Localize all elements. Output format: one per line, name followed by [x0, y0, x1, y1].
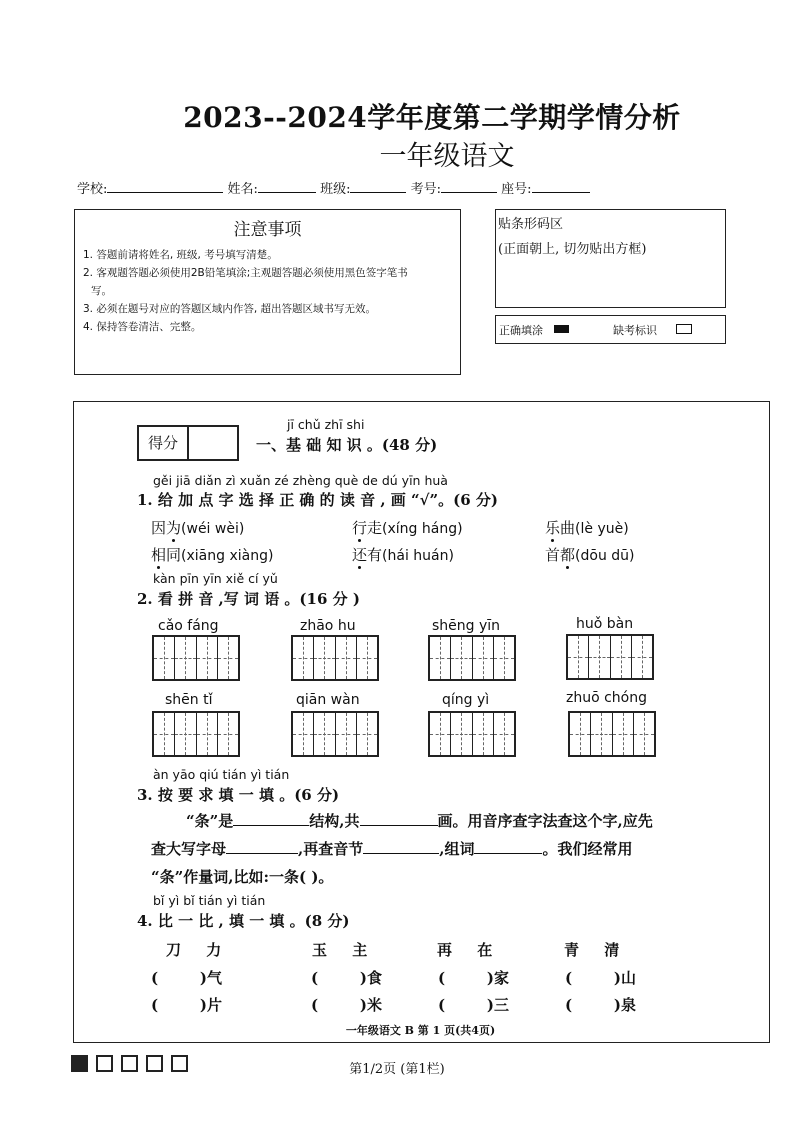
- writing-grid[interactable]: [152, 635, 240, 681]
- section1-pinyin: jī chǔ zhī shi: [287, 417, 365, 432]
- score-input[interactable]: [189, 427, 237, 459]
- writing-grid[interactable]: [152, 711, 240, 757]
- word-pinyin: qiān wàn: [296, 692, 360, 708]
- answer-blank[interactable]: [226, 839, 298, 854]
- q4-pinyin: bǐ yì bǐ tián yì tián: [153, 893, 266, 908]
- writing-grid[interactable]: [428, 635, 516, 681]
- q1-item: 首都(dōu dū): [545, 546, 635, 564]
- q1-options[interactable]: (xíng háng): [382, 521, 463, 537]
- word-pinyin: shēn tǐ: [165, 692, 213, 708]
- writing-grid[interactable]: [291, 711, 379, 757]
- class-label: 班级:: [320, 182, 351, 197]
- q1-item: 乐曲(lè yuè): [545, 519, 629, 537]
- q1-options[interactable]: (xiāng xiàng): [181, 548, 274, 564]
- q4-pair: 玉 主: [312, 941, 368, 959]
- writing-grid[interactable]: [291, 635, 379, 681]
- inner-page-footer: 一年级语文 B 第 1 页(共4页): [345, 1024, 496, 1037]
- q4-pair: 刀 力: [166, 941, 222, 959]
- exam-subtitle: 一年级语文: [379, 141, 515, 172]
- score-label: 得分: [139, 427, 189, 459]
- seat-no-label: 座号:: [501, 182, 532, 197]
- q4-title: 4. 比 一 比 , 填 一 填 。(8 分): [137, 912, 350, 930]
- word-pinyin: zhuō chóng: [566, 690, 648, 706]
- q3-line-2: 查大写字母 ,再查音节 ,组词 。我们经常用: [151, 840, 633, 858]
- q1-options[interactable]: (wéi wèi): [181, 521, 245, 537]
- name-label: 姓名:: [227, 182, 258, 197]
- word-pinyin: shēng yīn: [432, 618, 501, 634]
- page-marker: [96, 1055, 113, 1072]
- notice-item: 4. 保持答卷清洁、完整。: [83, 321, 202, 333]
- q3-line-1: “条”是 结构,共 画。用音序查字法查这个字,应先: [186, 812, 653, 830]
- writing-grid[interactable]: [566, 634, 654, 680]
- fill-mark-legend: [495, 315, 726, 344]
- page-marker: [121, 1055, 138, 1072]
- notice-box: [74, 209, 461, 375]
- score-box: [137, 425, 239, 461]
- notice-item: 3. 必须在题号对应的答题区域内作答, 超出答题区域书写无效。: [83, 303, 377, 315]
- q4-blank[interactable]: ( )山: [565, 969, 636, 987]
- q1-options[interactable]: (hái huán): [382, 548, 454, 564]
- page-marker: [146, 1055, 163, 1072]
- notice-item: 2. 客观题答题必须使用2B铅笔填涂;主观题答题必须使用黑色签字笔书: [83, 267, 408, 279]
- filled-mark-icon: [554, 325, 569, 333]
- word-pinyin: qíng yì: [442, 692, 490, 708]
- notice-item: 写。: [91, 285, 112, 297]
- absent-mark-label: 缺考标识: [613, 324, 657, 337]
- notice-title: 注意事项: [233, 220, 302, 240]
- exam-no-field[interactable]: [441, 180, 497, 193]
- name-field[interactable]: [258, 180, 316, 193]
- section1-title: 一、基 础 知 识 。(48 分): [256, 436, 438, 454]
- q1-options[interactable]: (lè yuè): [575, 521, 629, 537]
- q4-blank[interactable]: ( )气: [151, 969, 222, 987]
- q4-blank[interactable]: ( )米: [311, 996, 382, 1014]
- correct-fill-label: 正确填涂: [499, 324, 543, 337]
- word-pinyin: cǎo fáng: [158, 618, 219, 634]
- q4-blank[interactable]: ( )食: [311, 969, 382, 987]
- q4-blank[interactable]: ( )三: [438, 996, 509, 1014]
- barcode-hint: (正面朝上, 切勿贴出方框): [498, 242, 647, 257]
- answer-blank[interactable]: [363, 839, 439, 854]
- q4-blank[interactable]: ( )片: [151, 996, 222, 1014]
- answer-blank[interactable]: [474, 839, 542, 854]
- writing-grid[interactable]: [428, 711, 516, 757]
- barcode-title: 贴条形码区: [498, 217, 564, 232]
- q1-title: 1. 给 加 点 字 选 择 正 确 的 读 音 , 画 “√”。(6 分): [137, 491, 498, 509]
- barcode-area: [495, 209, 726, 308]
- class-field[interactable]: [350, 180, 406, 193]
- exam-no-label: 考号:: [410, 182, 441, 197]
- page-indicator: 第1/2页 (第1栏): [349, 1062, 445, 1077]
- page-marker: [171, 1055, 188, 1072]
- q2-pinyin: kàn pīn yīn xiě cí yǔ: [153, 571, 278, 586]
- q3-pinyin: àn yāo qiú tián yì tián: [153, 767, 290, 782]
- q1-options[interactable]: (dōu dū): [575, 548, 635, 564]
- q1-item: 还有(hái huán): [352, 546, 454, 564]
- q4-blank[interactable]: ( )家: [438, 969, 509, 987]
- q1-pinyin: gěi jiā diǎn zì xuǎn zé zhèng què de dú yīn huà: [153, 473, 448, 488]
- q3-title: 3. 按 要 求 填 一 填 。(6 分): [137, 786, 340, 804]
- answer-blank[interactable]: [360, 811, 438, 826]
- writing-grid[interactable]: [568, 711, 656, 757]
- school-label: 学校:: [77, 182, 108, 197]
- answer-blank[interactable]: [233, 811, 309, 826]
- exam-title: 2023--2024学年度第二学期学情分析: [183, 101, 681, 134]
- word-pinyin: huǒ bàn: [576, 616, 634, 632]
- school-field[interactable]: [107, 180, 223, 193]
- q1-item: 因为(wéi wèi): [151, 519, 245, 537]
- q4-pair: 青 清: [564, 941, 620, 959]
- q1-item: 相同(xiāng xiàng): [151, 546, 274, 564]
- notice-list: [75, 246, 460, 336]
- q4-pair: 再 在: [437, 941, 493, 959]
- seat-no-field[interactable]: [532, 180, 590, 193]
- q1-item: 行走(xíng háng): [352, 519, 463, 537]
- absent-mark-box[interactable]: [676, 324, 692, 334]
- word-pinyin: zhāo hu: [300, 618, 356, 634]
- page-marker-filled: [71, 1055, 88, 1072]
- q2-title: 2. 看 拼 音 ,写 词 语 。(16 分 ): [137, 590, 360, 608]
- q3-line-3: “条”作量词,比如:一条( )。: [151, 868, 334, 886]
- q4-blank[interactable]: ( )泉: [565, 996, 636, 1014]
- notice-item: 1. 答题前请将姓名, 班级, 考号填写清楚。: [83, 249, 278, 261]
- student-info-line: [77, 178, 590, 197]
